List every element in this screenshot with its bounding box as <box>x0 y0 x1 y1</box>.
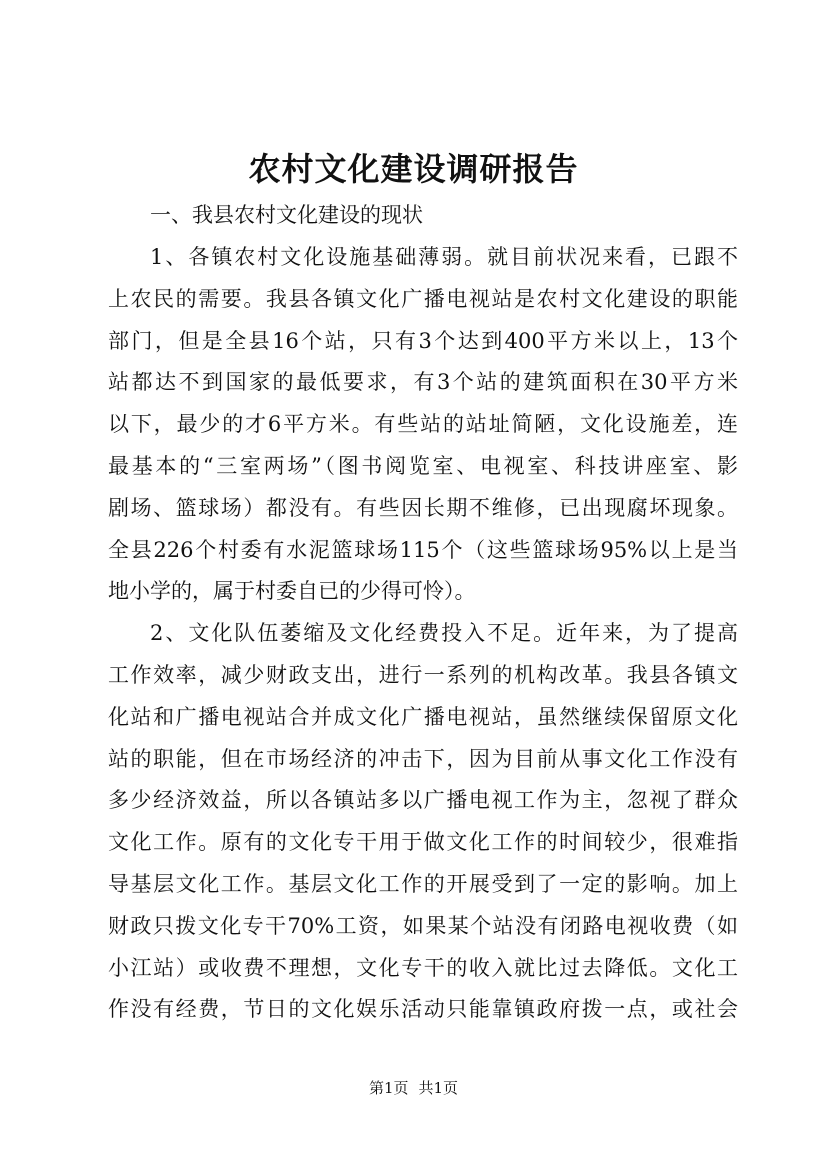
paragraph-line: 剧场、篮球场）都没有。有些因长期不维修，已出现腐坏现象。 <box>108 496 738 520</box>
paragraph-line: 站的职能，但在市场经济的冲击下，因为目前从事文化工作没有 <box>108 747 738 771</box>
paragraph-line: 部门，但是全县16个站，只有3个达到400平方米以上，13个 <box>108 329 738 353</box>
paragraph-line: 文化工作。原有的文化专干用于做文化工作的时间较少，很难指 <box>108 830 738 854</box>
paragraph-line: 作没有经费，节日的文化娱乐活动只能靠镇政府拨一点，或社会 <box>108 997 738 1021</box>
paragraph-line: 财政只拨文化专干70%工资，如果某个站没有闭路电视收费（如 <box>108 914 738 938</box>
paragraph-line: 多少经济效益，所以各镇站多以广播电视工作为主，忽视了群众 <box>108 788 738 812</box>
paragraph-line: 2、文化队伍萎缩及文化经费投入不足。近年来，为了提高 <box>150 621 738 645</box>
paragraph-line: 以下，最少的才6平方米。有些站的站址简陋，文化设施差，连 <box>108 412 738 436</box>
page-number: 第1页 <box>368 1079 409 1097</box>
paragraph-line: 全县226个村委有水泥篮球场115个（这些篮球场95%以上是当 <box>108 538 738 562</box>
document-title: 农村文化建设调研报告 <box>248 150 579 188</box>
paragraph-line: 最基本的“三室两场”（图书阅览室、电视室、科技讲座室、影 <box>108 454 738 478</box>
page-total: 共1页 <box>418 1079 459 1097</box>
paragraph-line: 工作效率，减少财政支出，进行一系列的机构改革。我县各镇文 <box>108 663 738 687</box>
paragraph-line: 地小学的，属于村委自已的少得可怜）。 <box>108 579 476 603</box>
section-heading: 一、我县农村文化建设的现状 <box>150 203 423 227</box>
paragraph-line: 导基层文化工作。基层文化工作的开展受到了一定的影响。加上 <box>108 872 738 896</box>
paragraph-line: 化站和广播电视站合并成文化广播电视站，虽然继续保留原文化 <box>108 705 738 729</box>
paragraph-line: 站都达不到国家的最低要求，有3个站的建筑面积在30平方米 <box>108 370 738 394</box>
paragraph-line: 小江站）或收费不理想，文化专干的收入就比过去降低。文化工 <box>108 956 738 980</box>
page-footer <box>0 1078 827 1098</box>
paragraph-line: 上农民的需要。我县各镇文化广播电视站是农村文化建设的职能 <box>108 287 738 311</box>
paragraph-line: 1、各镇农村文化设施基础薄弱。就目前状况来看，已跟不 <box>150 245 738 269</box>
